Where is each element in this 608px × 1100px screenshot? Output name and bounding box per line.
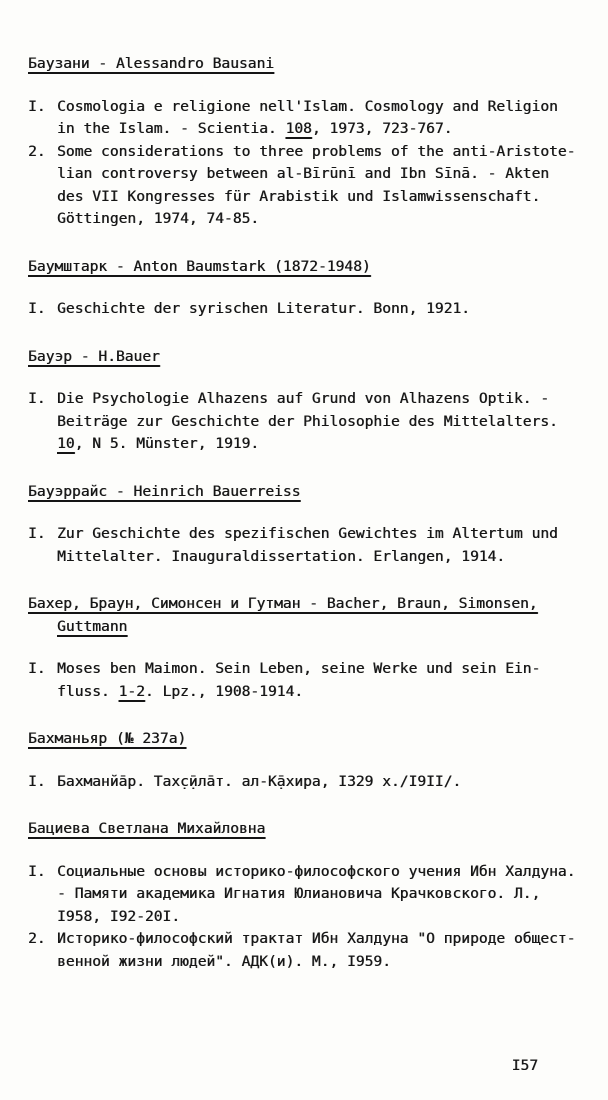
entry-number: I. (28, 772, 46, 790)
text-segment: Some considerations to three problems of the anti-Aristote- (57, 142, 576, 160)
entry-continuation-line (28, 433, 590, 456)
bibliography-section (28, 481, 590, 569)
text-segment: lian controversy between al-Bīrūnī and Ibn Sīnā. - Akten (57, 165, 550, 182)
bibliography-section (28, 53, 590, 231)
section-heading-text: Баумштарк - Anton Baumstark (1872-1948) (28, 257, 371, 275)
section-heading-line (28, 616, 590, 639)
section-heading (28, 818, 590, 841)
section-heading (28, 593, 590, 638)
entry-continuation-line (28, 951, 590, 974)
section-heading-text: Бахманьяр (№ 237а) (28, 730, 187, 747)
entry-first-line (28, 96, 590, 119)
section-heading-text: Бахер, Браун, Симонсен и Гутман - Bacher, Braun, Simonsen, (28, 595, 538, 612)
entry-continuation-line (28, 546, 590, 569)
entry-first-line (28, 298, 590, 321)
text-segment: Бахманйа̄р. Тах̣с̣ӣла̄т. ал-К̣а̄хира, I329 х./I9II/. (57, 772, 462, 790)
text-segment: . Lpz., 1908-1914. (144, 682, 304, 700)
text-segment: венной жизни людей". АДК(и). М., I959. (57, 952, 391, 970)
text-segment: in the Islam. - Scientia. (57, 120, 286, 137)
text-segment: Die Psychologie Alhazens auf Grund von Alhazens Optik. - (57, 390, 550, 407)
section-heading-text: Баузани - Alessandro Bausani (28, 55, 275, 72)
section-heading (28, 53, 590, 76)
entry-first-line (28, 928, 590, 951)
section-heading-line (28, 818, 590, 841)
section-heading-line (28, 346, 590, 369)
text-segment: fluss. (57, 682, 119, 700)
entry-number: I. (28, 97, 46, 115)
text-segment: Göttingen, 1974, 74-85. (57, 210, 260, 227)
entry-number: 2. (28, 930, 46, 947)
bibliography-entry (28, 861, 590, 929)
section-heading (28, 481, 590, 504)
entry-first-line (28, 141, 590, 164)
entry-number: I. (28, 300, 46, 317)
section-heading-line (28, 53, 590, 76)
bibliography-section (28, 818, 590, 973)
section-heading-text: Бауэр - H.Bauer (28, 347, 160, 365)
text-segment: Beiträge zur Geschichte der Philosophie des Mittelalters. (57, 412, 558, 430)
section-heading-line (28, 593, 590, 616)
text-segment: , N 5. Münster, 1919. (74, 435, 260, 452)
bibliography-entry (28, 658, 590, 703)
text-segment: Социальные основы историко-философского учения Ибн Халдуна. (57, 862, 576, 880)
text-segment: Zur Geschichte des spezifischen Gewichtes im Altertum und (57, 525, 558, 542)
bibliography-entry (28, 928, 590, 973)
section-heading-line (28, 256, 590, 279)
text-segment: I958, I92-20I. (57, 907, 181, 925)
entry-number: I. (28, 525, 46, 542)
text-segment: Историко-философский трактат Ибн Халдуна "О природе общест- (57, 930, 576, 947)
entry-continuation-line (28, 906, 590, 929)
bibliography-entry (28, 96, 590, 141)
entry-first-line (28, 658, 590, 681)
entry-number: I. (28, 660, 46, 677)
bibliography-entry (28, 298, 590, 321)
section-heading (28, 256, 590, 279)
underlined-text: 10 (57, 435, 75, 452)
text-segment: Moses ben Maimon. Sein Leben, seine Werke und sein Ein- (57, 660, 541, 677)
entry-number: I. (28, 390, 46, 407)
bibliography-entry (28, 523, 590, 568)
entry-first-line (28, 523, 590, 546)
bibliography-entry (28, 771, 590, 794)
text-segment: Mittelalter. Inauguraldissertation. Erlangen, 1914. (57, 547, 506, 565)
entry-continuation-line (28, 163, 590, 186)
entry-continuation-line (28, 883, 590, 906)
text-segment: , 1973, 723-767. (311, 120, 453, 137)
entry-continuation-line (28, 186, 590, 209)
section-heading-line (28, 481, 590, 504)
entry-number: 2. (28, 142, 46, 160)
text-segment: des VII Kongresses für Arabistik und Islamwissenschaft. (57, 187, 541, 205)
entry-first-line (28, 861, 590, 884)
entry-continuation-line (28, 681, 590, 704)
entry-first-line (28, 771, 590, 794)
entry-number: I. (28, 862, 46, 880)
entry-continuation-line (28, 411, 590, 434)
text-segment: Cosmologia e religione nell'Islam. Cosmology and Religion (57, 97, 558, 115)
section-heading (28, 728, 590, 751)
bibliography-entry (28, 388, 590, 456)
text-segment: - Памяти академика Игнатия Юлиановича Крачковского. Л., (57, 885, 541, 902)
bibliography-section (28, 256, 590, 321)
entry-first-line (28, 388, 590, 411)
section-heading-text: Бауэррайс - Heinrich Bauerreiss (28, 482, 301, 500)
text-segment: Geschichte der syrischen Literatur. Bonn, 1921. (57, 300, 470, 317)
section-heading-line (28, 728, 590, 751)
bibliography-section (28, 593, 590, 703)
section-heading-text: Guttmann (57, 617, 128, 635)
underlined-text: 1-2 (118, 682, 145, 700)
bibliography-entry (28, 141, 590, 231)
bibliography-section (28, 728, 590, 793)
entry-continuation-line (28, 118, 590, 141)
entry-continuation-line (28, 208, 590, 231)
section-heading-text: Бациева Светлана Михайловна (28, 820, 266, 837)
section-heading (28, 346, 590, 369)
bibliography-section (28, 346, 590, 456)
bibliography-sections (28, 53, 590, 973)
underlined-text: 108 (285, 120, 312, 137)
page-number: I57 (511, 1057, 538, 1074)
